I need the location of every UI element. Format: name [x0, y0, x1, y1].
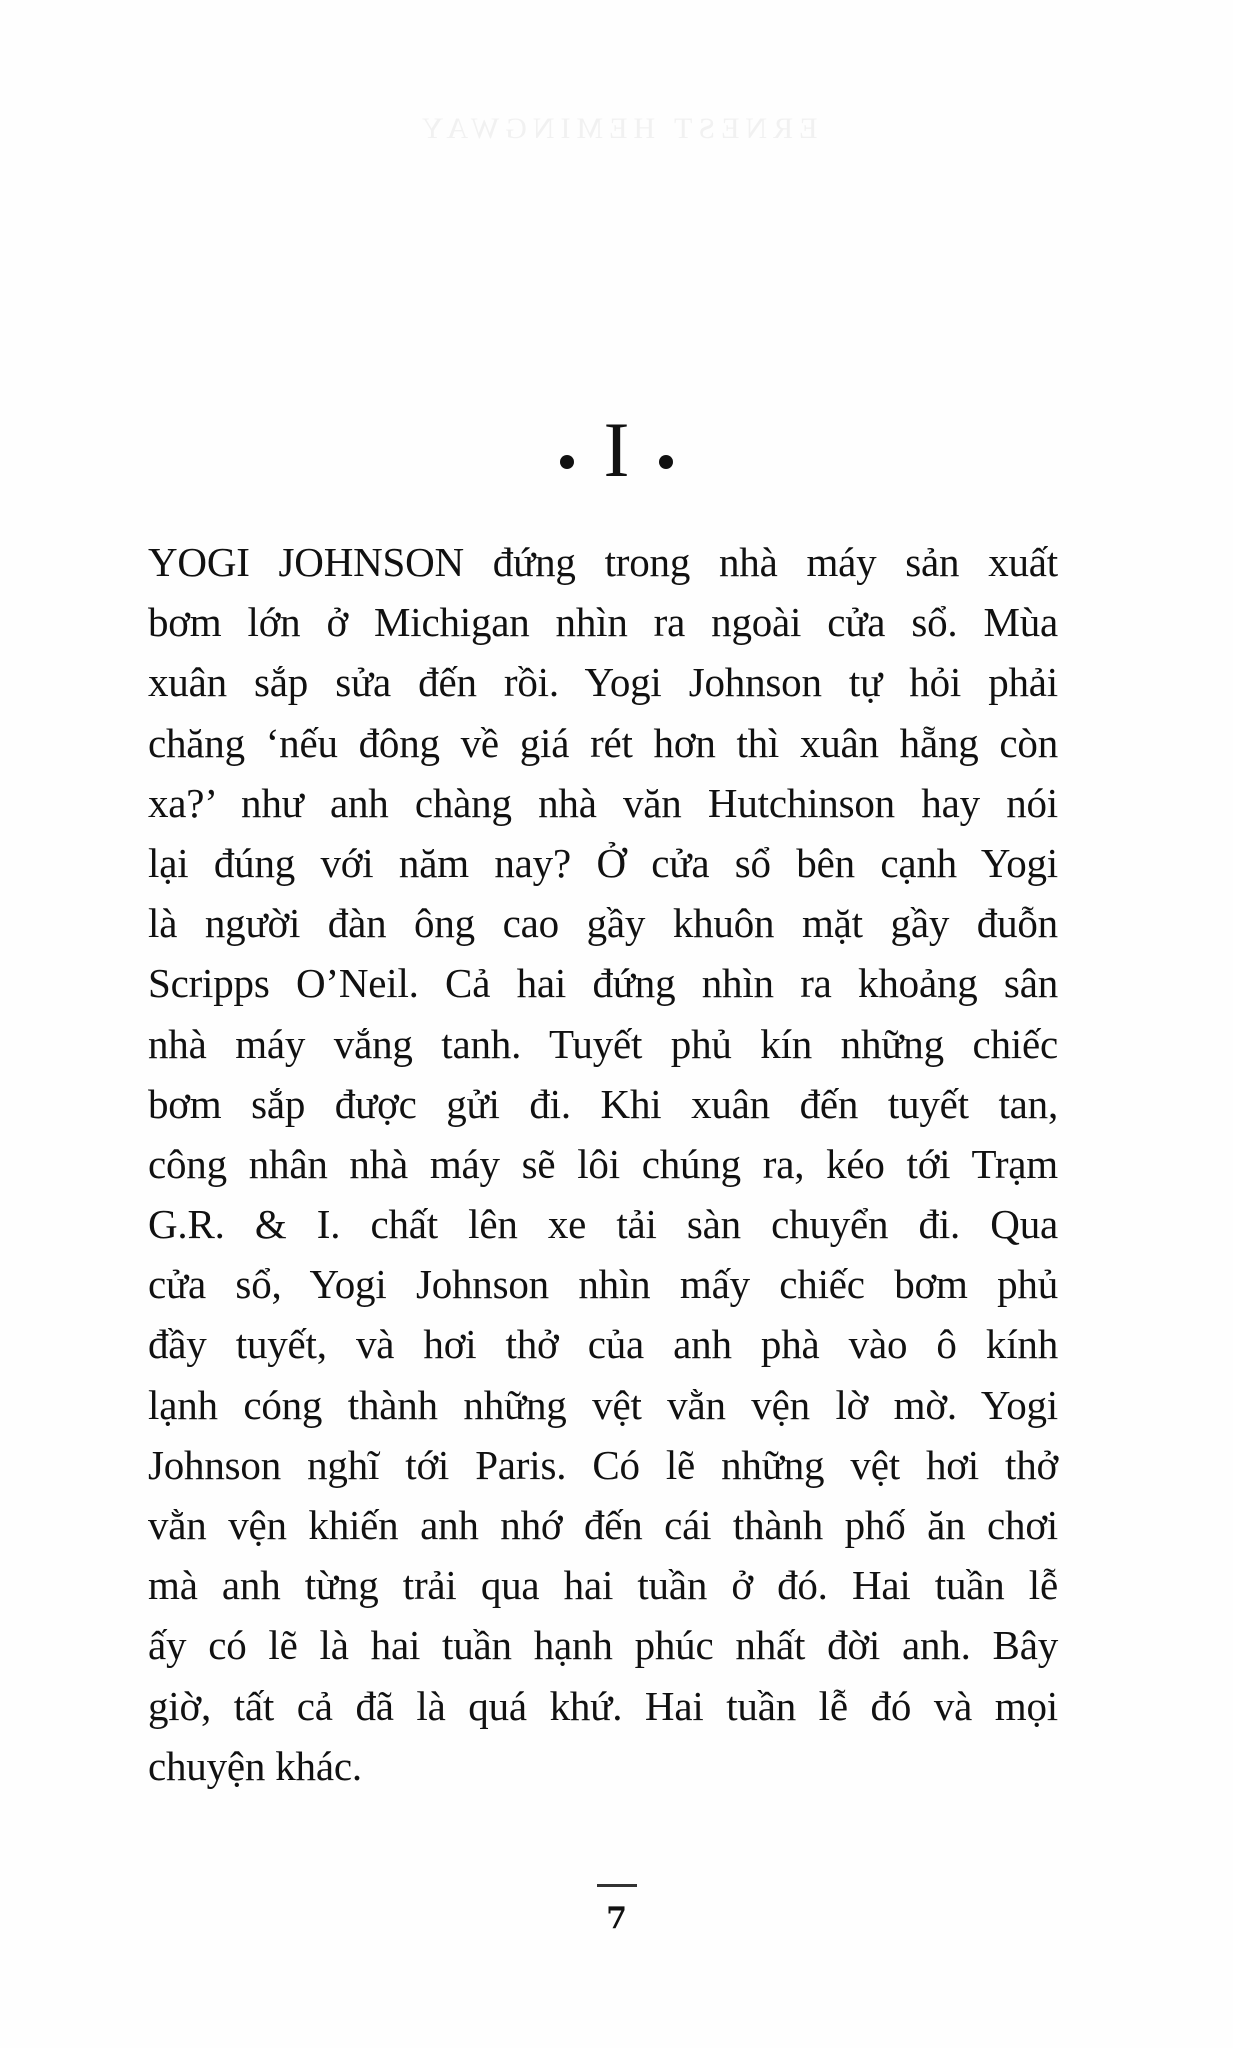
text-line: lạnh cóng thành những vệt vằn vện lờ mờ. Yogi: [148, 1381, 1058, 1428]
text-line: G.R. & I. chất lên xe tải sàn chuyển đi. Qua: [148, 1201, 1058, 1248]
text-line: xa?’ như anh chàng nhà văn Hutchinson hay nói: [148, 779, 1058, 826]
text-line: YOGI JOHNSON đứng trong nhà máy sản xuất: [148, 539, 1058, 585]
text-line: vằn vện khiến anh nhớ đến cái thành phố ăn chơi: [148, 1502, 1058, 1548]
text-line: xuân sắp sửa đến rồi. Yogi Johnson tự hỏi phải: [148, 659, 1058, 706]
text-line: giờ, tất cả đã là quá khứ. Hai tuần lễ đó và mọi: [148, 1682, 1058, 1729]
text-line: Scripps O’Neil. Cả hai đứng nhìn ra khoảng sân: [148, 960, 1058, 1007]
page-footer: [0, 1884, 1233, 1936]
text-line: chăng ‘nếu đông về giá rét hơn thì xuân hẵng còn: [148, 719, 1058, 766]
chapter-number: I: [603, 406, 630, 493]
text-line: ấy có lẽ là hai tuần hạnh phúc nhất đời anh. Bây: [148, 1622, 1058, 1669]
text-line: mà anh từng trải qua hai tuần ở đó. Hai tuần lễ: [148, 1562, 1058, 1609]
text-line: công nhân nhà máy sẽ lôi chúng ra, kéo tới Trạm: [148, 1140, 1058, 1187]
page-number: 7: [606, 1901, 627, 1936]
text-line-last: chuyện khác.: [148, 1742, 362, 1789]
chapter-paragraph: [148, 532, 1058, 1796]
text-line: bơm sắp được gửi đi. Khi xuân đến tuyết tan,: [148, 1080, 1058, 1127]
bullet-dot-right: [659, 455, 673, 469]
bullet-dot-left: [560, 455, 574, 469]
text-line: là người đàn ông cao gầy khuôn mặt gầy đuỗn: [148, 900, 1058, 947]
text-line: lại đúng với năm nay? Ở cửa sổ bên cạnh Yogi: [148, 839, 1058, 886]
bleed-through-running-header: ERNEST HEMINGWAY: [415, 112, 818, 145]
text-line: cửa sổ, Yogi Johnson nhìn mấy chiếc bơm phủ: [148, 1261, 1058, 1308]
text-line: đầy tuyết, và hơi thở của anh phà vào ô kính: [148, 1321, 1058, 1368]
chapter-heading: [0, 395, 1233, 505]
text-line: Johnson nghĩ tới Paris. Có lẽ những vệt hơi thở: [148, 1441, 1058, 1488]
text-line: nhà máy vắng tanh. Tuyết phủ kín những chiếc: [148, 1020, 1058, 1067]
text-line: bơm lớn ở Michigan nhìn ra ngoài cửa sổ. Mùa: [148, 599, 1058, 646]
folio-rule: [597, 1884, 637, 1887]
